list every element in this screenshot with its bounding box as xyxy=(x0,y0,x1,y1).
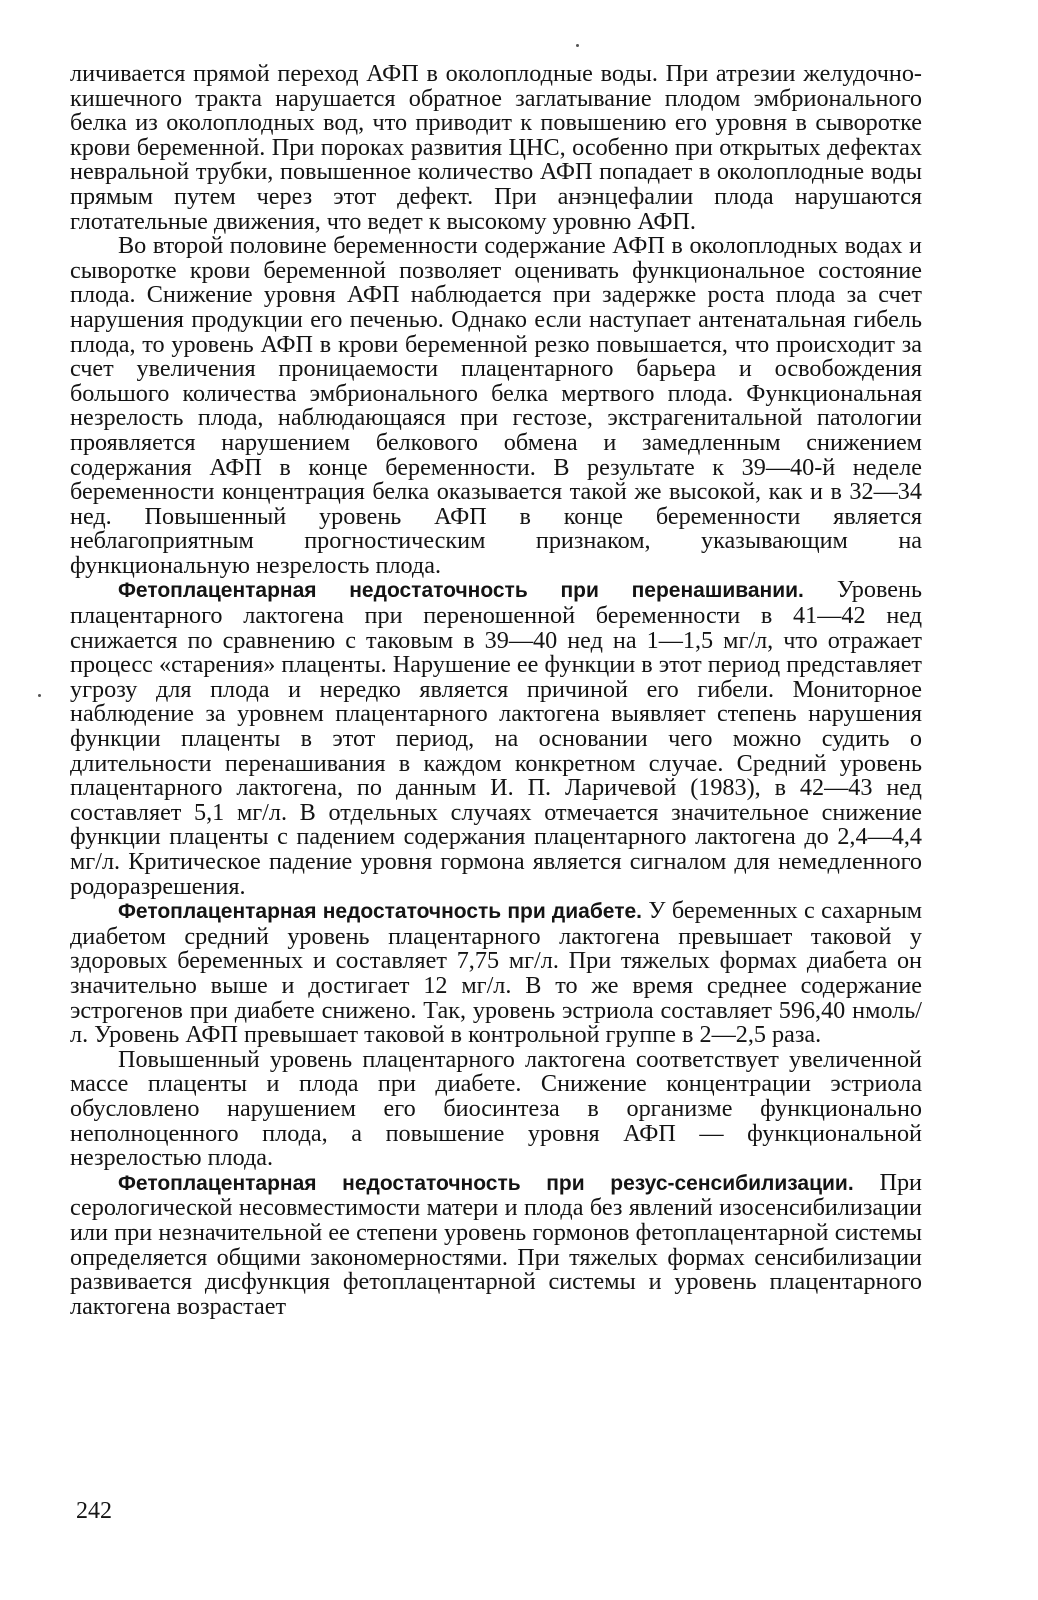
paragraph-2-text: Во второй половине беременности содержание АФП в околоплодных водах и сыворотке крови беременной позволяет оценивать функциональное состояние плода. Снижение уровня АФП наблюдается при задержке роста плода за счет нарушения продукции его печенью. Однако если наступает антенатальная гибель плода, то уровень АФП в крови беременной резко повышается, что происходит за счет увеличения проницаемости плацентарного барьера и освобождения большого количества эмбрионального белка мертвого плода. Функциональная незрелость плода, наблюдающаяся при гестозе, экстрагенитальной патологии проявляется нарушением белкового обмена и замедленным снижением содержания АФП в конце беременности. В результате к 39—40-й неделе беременности концентрация белка оказывается такой же высокой, как и в 32—34 нед. Повышенный уровень АФП в конце беременности является неблагоприятным прогностическим признаком, указывающим на функциональную незрелость плода. xyxy=(70,232,922,579)
section-heading-diabetes: Фетоплацентарная недостаточность при диабете. xyxy=(118,900,642,924)
page-number: 242 xyxy=(76,1498,112,1524)
paragraph-3-text: Уровень плацентарного лактогена при переношенной беременности в 41—42 нед снижается по сравнению с таковым в 39—40 нед на 1—1,5 мг/л, что отражает процесс «старения» плаценты. Нарушение ее функции в этот период представляет угрозу для плода и нередко является причиной его гибели. Мониторное наблюдение за уровнем плацентарного лактогена выявляет степень нарушения функции плаценты в этот период, на основании чего можно судить о длительности перенашивания в каждом конкретном случае. Средний уровень плацентарного лактогена, по данным И. П. Ларичевой (1983), в 42—43 нед составляет 5,1 мг/л. В отдельных случаях отмечается значительное снижение функции плаценты с падением содержания плацентарного лактогена до 2,4—4,4 мг/л. Критическое падение уровня гормона является сигналом для немедленного родоразрешения. xyxy=(70,576,922,900)
scan-speck xyxy=(38,694,41,697)
section-heading-postterm: Фетоплацентарная недостаточность при перенашивании. xyxy=(118,579,804,603)
paragraph-2 xyxy=(70,234,922,578)
paragraph-4-text: У беременных с сахарным диабетом средний уровень плацентарного лактогена превышает таковой у здоровых беременных и составляет 7,75 мг/л. При тяжелых формах диабета он значительно выше и достигает 12 мг/л. В то же время среднее содержание эстрогенов при диабете снижено. Так, уровень эстриола составляет 596,40 нмоль/л. Уровень АФП превышает таковой в контрольной группе в 2—2,5 раза. xyxy=(70,897,922,1049)
paragraph-6-text: При серологической несовместимости матери и плода без явлений изосенсибилизации или при незначительной ее степени уровень гормонов фетоплацентарной системы определяется общими закономерностями. При тяжелых формах сенсибилизации развивается дисфункция фетоплацентарной системы и уровень плацентарного лактогена возрастает xyxy=(70,1168,923,1320)
section-heading-rhesus: Фетоплацентарная недостаточность при резус-сенсибилизации. xyxy=(118,1171,854,1195)
paragraph-1-text: личивается прямой переход АФП в околоплодные воды. При атрезии желудочно-кишечного тракта нарушается обратное заглатывание плодом эмбрионального белка из околоплодных вод, что приводит к повышению его уровня в сыворотке крови беременной. При пороках развития ЦНС, особенно при открытых дефектах невральной трубки, повышенное количество АФП попадает в околоплодные воды прямым путем через этот дефект. При анэнцефалии плода нарушаются глотательные движения, что ведет к высокому уровню АФП. xyxy=(70,60,922,235)
paragraph-3 xyxy=(70,578,922,899)
paragraph-6 xyxy=(70,1168,923,1320)
paragraph-4 xyxy=(70,899,922,1048)
scan-speck xyxy=(576,44,579,47)
paragraph-1 xyxy=(70,62,922,234)
paragraph-5 xyxy=(70,1045,922,1172)
document-page xyxy=(70,62,922,1319)
paragraph-5-text: Повышенный уровень плацентарного лактогена соответствует увеличенной массе плаценты и плода при диабете. Снижение концентрации эстриола обусловлено нарушением его биосинтеза в организме функционально неполноценного плода, а повышение уровня АФП — функциональной незрелостью плода. xyxy=(70,1045,922,1172)
